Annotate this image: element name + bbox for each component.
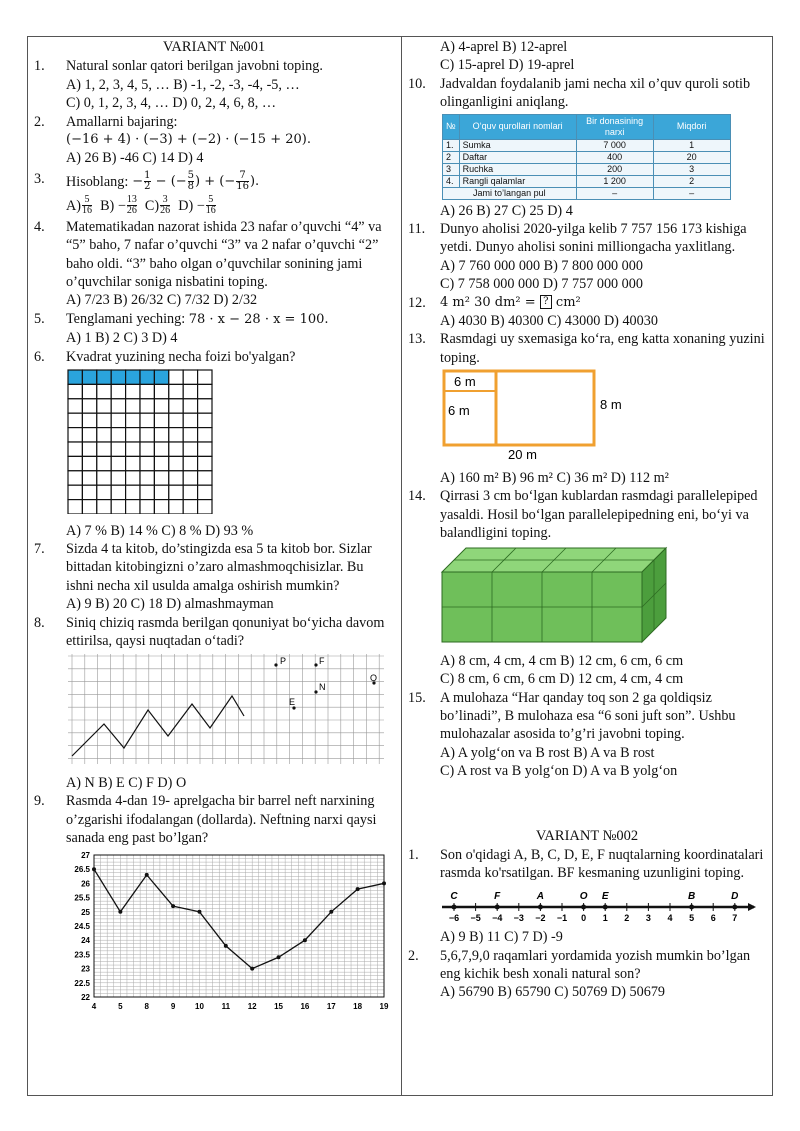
grid-cell: [140, 384, 154, 398]
question-2: 2. Amallarni bajaring: (−16 + 4) · (−3) + (−2) · (−15 + 20). A) 26 B) -46 C) 14 D) 4: [34, 113, 394, 168]
grid-cell: [111, 485, 125, 499]
grid-cell: [154, 500, 168, 514]
question-text: Rasmdagi uy sxemasiga ko‘ra, eng katta xonaning yuzini toping.: [440, 331, 765, 366]
point-p-label: P: [280, 656, 287, 667]
grid-cell: [97, 428, 111, 442]
point-label: D: [731, 890, 739, 902]
grid-cell: [82, 428, 96, 442]
data-point: [224, 944, 228, 948]
grid-cell: [126, 384, 140, 398]
x-tick-label: 5: [118, 1002, 123, 1012]
shaded-cell: [154, 370, 168, 384]
x-tick-label: 8: [144, 1002, 149, 1012]
grid-cell: [68, 384, 82, 398]
y-tick-label: 24: [81, 936, 90, 946]
grid-cell: [140, 456, 154, 470]
grid-cell: [111, 428, 125, 442]
y-tick-label: 25: [81, 908, 90, 918]
x-tick-label: 11: [221, 1002, 231, 1012]
data-point: [118, 910, 122, 914]
number-line-figure: [440, 885, 766, 926]
tick-label: 0: [581, 912, 587, 921]
grid-cell: [82, 384, 96, 398]
grid-cell: [198, 456, 212, 470]
answer-options: A) 4-aprel B) 12-aprel: [440, 39, 568, 55]
house-plan-figure: [440, 369, 766, 466]
data-point: [145, 873, 149, 877]
point-f-label: F: [319, 656, 325, 667]
grid-cell: [169, 485, 183, 499]
shaded-cell: [140, 370, 154, 384]
square-grid-figure: [66, 368, 394, 519]
grid-cell: [183, 485, 197, 499]
question-text: Natural sonlar qatori berilgan javobni toping.: [66, 58, 323, 75]
y-tick-label: 26.5: [74, 865, 90, 875]
tick-label: −2: [535, 912, 546, 921]
v2-question-1: 1. Son o'qidagi A, B, C, D, E, F nuqtalarning koordinatalari rasmda ko'rsatilgan. BF kesmaning uzunligini toping. −6 −5 −4 −3 −2 −1 0 1 2 3 4 5 6 7 C F A O E B D A) 9 B) 11 C) 7 D) -9: [408, 846, 766, 947]
grid-cell: [82, 500, 96, 514]
y-tick-label: 25.5: [74, 893, 90, 903]
grid-cell: [82, 399, 96, 413]
grid-cell: [82, 442, 96, 456]
tick-label: −1: [556, 912, 568, 921]
grid-cell: [126, 471, 140, 485]
grid-cell: [68, 456, 82, 470]
y-tick-label: 22: [81, 993, 90, 1003]
grid-cell: [198, 413, 212, 427]
answer-options: A) N B) E C) F D) O: [66, 774, 187, 791]
left-column: [34, 38, 394, 1023]
x-tick-label: 15: [274, 1002, 283, 1012]
question-text: 5,6,7,9,0 raqamlari yordamida yozish mumkin bo’lgan eng kichik besh xonali natural son?: [440, 947, 751, 982]
answer-options: A) 7/23 B) 26/32 C) 7/32 D) 2/32: [66, 292, 258, 309]
grid-cell: [183, 456, 197, 470]
question-text: Tenglamani yeching:: [66, 310, 186, 327]
question-text: Matematikadan nazorat ishida 23 nafar o’quvchi “4” va “5” baho, 7 nafar o’quvchi “3” va 2 nafar o’quvchi “2” baho oldi. “3” baho olgan o’quvchilar sonining jami o’quvchilar soniga nisbatini toping.: [66, 218, 382, 291]
shaded-cell: [97, 370, 111, 384]
right-column: [408, 38, 766, 1002]
answer-options: C) A rost va B yolg‘on D) A va B yolg‘on: [440, 763, 678, 780]
data-point: [356, 887, 360, 891]
question-text: Hisoblang:: [66, 173, 129, 190]
question-7: 7. Sizda 4 ta kitob, do’stingizda esa 5 ta kitob bor. Sizlar bittadan kitobingizni o’zaro almashmoqchisizlar. Bu ishni necha xil usulda amalga oshirish mumkin? A) 9 B) 20 C) 18 D) almashmayman: [34, 540, 394, 614]
data-point: [92, 868, 96, 872]
question-text: Rasmda 4-dan 19- aprelgacha bir barrel neft narxining o’zgarishi ifodalangan (dollarda). Neftning narxi qaysi sanada eng past bo’lgan?: [66, 793, 377, 846]
x-tick-label: 10: [195, 1002, 204, 1012]
answer-options: C) 15-aprel D) 19-aprel: [440, 57, 575, 74]
column-divider: [401, 36, 402, 1096]
tick-label: 5: [689, 912, 695, 921]
dim-label-6m-left: 6 m: [448, 403, 470, 419]
tick-label: −3: [513, 912, 524, 921]
grid-cell: [126, 413, 140, 427]
answer-options: A) 8 cm, 4 cm, 4 cm B) 12 cm, 6 cm, 6 cm: [440, 652, 684, 669]
question-text: Sizda 4 ta kitob, do’stingizda esa 5 ta kitob bor. Sizlar bittadan kitobingizni o’zaro almashmoqchisizlar. Bu ishni necha xil usulda amalga oshirish mumkin?: [66, 540, 372, 594]
y-tick-label: 22.5: [74, 979, 90, 989]
question-11: 11. Dunyo aholisi 2020-yilga kelib 7 757 156 173 kishiga yetdi. Dunyo aholisi sonini milliongacha yaxlitlang. A) 7 760 000 000 B) 7 800 000 000 C) 7 758 000 000 D) 7 757 000 000: [408, 220, 766, 294]
point-marker: [452, 904, 457, 909]
grid-cell: [198, 428, 212, 442]
question-text: Son o'qidagi A, B, C, D, E, F nuqtalarning koordinatalari rasmda ko'rsatilgan. BF kesmaning uzunligini toping.: [440, 846, 764, 882]
question-3: 3. Hisoblang: − $\frac{1}{2}$ − (− $\frac{5}{8}$ ) + (− $\frac{7}{16}$ ). A) $\frac{5}{16}$ B) − $\frac{13}{26}$ C) $\frac{3}{26}$ D) − $\frac{5}{16}$: [34, 170, 394, 218]
grid-cell: [183, 428, 197, 442]
grid-cell: [68, 428, 82, 442]
grid-cell: [183, 500, 197, 514]
grid-cell: [140, 500, 154, 514]
grid-cell: [111, 384, 125, 398]
point-label: F: [494, 890, 501, 902]
grid-cell: [126, 442, 140, 456]
answer-options: C) 8 cm, 6 cm, 6 cm D) 12 cm, 4 cm, 4 cm: [440, 671, 684, 688]
point-label: B: [687, 890, 696, 902]
point-o-label: O: [370, 673, 378, 684]
point-marker: [538, 904, 543, 909]
point-label: O: [579, 890, 588, 902]
grid-cell: [68, 442, 82, 456]
tick-label: 4: [667, 912, 673, 921]
grid-cell: [169, 471, 183, 485]
grid-cell: [169, 442, 183, 456]
point-e-label: E: [289, 697, 296, 708]
data-point: [329, 910, 333, 914]
grid-cell: [68, 413, 82, 427]
y-tick-label: 26: [81, 879, 90, 889]
answer-options: A) 26 B) -46 C) 14 D) 4: [66, 150, 204, 167]
question-8: 8. Siniq chiziq rasmda berilgan qonuniyat bo‘yicha davom ettirilsa, qaysi nuqtadan o‘tadi? P F N O E A) N B) E C) F D) O: [34, 614, 394, 793]
answer-options: A) 56790 B) 65790 C) 50769 D) 50679: [440, 984, 666, 1001]
grid-cell: [183, 370, 197, 384]
tick-label: 3: [645, 912, 651, 921]
question-text: Jadvaldan foydalanib jami necha xil o’quv quroli sotib olinganligini aniqlang.: [440, 75, 751, 111]
answer-options: A) 1 B) 2 C) 3 D) 4: [66, 330, 178, 347]
point-marker: [495, 904, 500, 909]
question-text: Dunyo aholisi 2020-yilga kelib 7 757 156 173 kishiga yetdi. Dunyo aholisi sonini milliongacha yaxlitlang.: [440, 221, 747, 256]
axis-arrow: [748, 903, 756, 911]
grid-cell: [111, 442, 125, 456]
table-header: Bir donasining narxi: [576, 114, 653, 139]
math-expression: 4 m² 30 dm² =: [440, 294, 536, 310]
tick-label: −5: [470, 912, 481, 921]
data-point: [197, 910, 201, 914]
grid-cell: [97, 442, 111, 456]
math-expression: (−16 + 4) · (−3) + (−2) · (−15 + 20).: [66, 132, 311, 148]
y-tick-label: 23: [81, 964, 90, 974]
grid-cell: [68, 500, 82, 514]
grid-cell: [111, 456, 125, 470]
answer-box: ?: [540, 295, 552, 309]
grid-cell: [154, 384, 168, 398]
grid-cell: [183, 399, 197, 413]
v2-question-2: 2. 5,6,7,9,0 raqamlari yordamida yozish mumkin bo’lgan eng kichik besh xonali natural son? A) 56790 B) 65790 C) 50769 D) 50679: [408, 947, 766, 1002]
grid-cell: [169, 413, 183, 427]
grid-cell: [111, 500, 125, 514]
variant-title: VARIANT №001: [162, 39, 266, 55]
point-label: E: [601, 890, 609, 902]
answer-options: A) A yolg‘on va B rost B) A va B rost: [440, 744, 655, 761]
grid-cell: [97, 384, 111, 398]
tick-label: −6: [448, 912, 460, 921]
grid-cell: [126, 500, 140, 514]
grid-cell: [140, 399, 154, 413]
grid-cell: [111, 471, 125, 485]
grid-cell: [198, 442, 212, 456]
answer-options: A) 26 B) 27 C) 25 D) 4: [440, 202, 573, 219]
oil-price-chart: [56, 849, 394, 1020]
grid-cell: [97, 456, 111, 470]
grid-cell: [82, 485, 96, 499]
grid-cell: [140, 413, 154, 427]
shaded-cell: [126, 370, 140, 384]
question-text: Kvadrat yuzining necha foizi bo'yalgan?: [66, 348, 296, 365]
y-tick-label: 24.5: [74, 922, 90, 932]
question-text: A mulohaza “Har qanday toq son 2 ga qoldiqsiz bo’linadi”, B mulohaza esa “6 soni juft son”. Ushbu mulohazalar asosida to’g’ri javobni toping.: [440, 689, 736, 743]
y-tick-label: 23.5: [74, 950, 90, 960]
grid-cell: [126, 399, 140, 413]
answer-options: A) $\frac{5}{16}$ B) − $\frac{13}{26}$ C) $\frac{3}{26}$ D) − $\frac{5}{16}$: [66, 194, 216, 217]
point-label: A: [536, 890, 545, 902]
tick-label: 7: [732, 912, 738, 921]
dim-label-8m: 8 m: [600, 397, 622, 413]
answer-options: A) 160 m² B) 96 m² C) 36 m² D) 112 m²: [440, 469, 669, 486]
data-point: [382, 882, 386, 886]
grid-cell: [198, 399, 212, 413]
answer-options: A) 4030 B) 40300 C) 43000 D) 40030: [440, 313, 658, 330]
table-header: O‘quv qurollari nomlari: [459, 114, 576, 139]
grid-cell: [97, 500, 111, 514]
point-n-label: N: [319, 682, 326, 693]
grid-cell: [183, 442, 197, 456]
point-marker: [732, 904, 737, 909]
math-expression: − $\frac{1}{2}$ − (− $\frac{5}{8}$ ) + (− $\frac{7}{16}$ ).: [132, 170, 260, 193]
x-tick-label: 9: [170, 1002, 176, 1012]
grid-cell: [154, 442, 168, 456]
x-tick-label: 18: [353, 1002, 363, 1012]
parallelepiped-figure: [440, 544, 766, 649]
question-9: 9. Rasmda 4-dan 19- aprelgacha bir barrel neft narxining o’zgarishi ifodalangan (dollarda). Neftning narxi qaysi sanada eng past bo’lgan?: [34, 792, 394, 847]
grid-cell: [183, 413, 197, 427]
answer-options: C) 7 758 000 000 D) 7 757 000 000: [440, 276, 643, 293]
table-row: 2 Daftar 400 20: [443, 151, 731, 163]
question-9-options: [408, 38, 766, 75]
question-6: 6. Kvadrat yuzining necha foizi bo'yalgan? A) 7 % B) 14 % C) 8 % D) 93 %: [34, 348, 394, 540]
answer-options: A) 7 760 000 000 B) 7 800 000 000: [440, 257, 643, 274]
table-row: 3 Ruchka 200 3: [443, 163, 731, 175]
grid-cell: [82, 456, 96, 470]
grid-cell: [97, 399, 111, 413]
grid-cell: [140, 428, 154, 442]
y-tick-label: 27: [81, 851, 90, 861]
grid-cell: [97, 485, 111, 499]
table-row: 1. Sumka 7 000 1: [443, 139, 731, 151]
point-marker: [581, 904, 586, 909]
shaded-cell: [82, 370, 96, 384]
grid-cell: [126, 485, 140, 499]
grid-cell: [111, 413, 125, 427]
grid-cell: [198, 370, 212, 384]
grid-cell: [68, 399, 82, 413]
grid-cell: [154, 428, 168, 442]
shaded-cell: [68, 370, 82, 384]
math-expression: 78 · x − 28 · x = 100.: [188, 311, 329, 327]
grid-cell: [169, 456, 183, 470]
grid-cell: [198, 471, 212, 485]
answer-options: A) 1, 2, 3, 4, 5, … B) -1, -2, -3, -4, -5, …: [66, 76, 300, 93]
question-5: 5. Tenglamani yeching: 78 · x − 28 · x = 100. A) 1 B) 2 C) 3 D) 4: [34, 310, 394, 348]
point-label: C: [450, 890, 458, 902]
x-tick-label: 4: [91, 1002, 97, 1012]
grid-cell: [140, 471, 154, 485]
x-tick-label: 16: [300, 1002, 310, 1012]
grid-cell: [169, 428, 183, 442]
tick-label: 2: [624, 912, 630, 921]
polyline-grid-figure: [66, 652, 394, 771]
table-header: Miqdori: [653, 114, 730, 139]
grid-cell: [183, 384, 197, 398]
question-13: 13. Rasmdagi uy sxemasiga ko‘ra, eng katta xonaning yuzini toping. 6 m 6 m 8 m 20 m A) 160 m² B) 96 m² C) 36 m² D) 112 m²: [408, 331, 765, 486]
data-point: [250, 967, 254, 971]
grid-cell: [169, 370, 183, 384]
question-text: Qirrasi 3 cm bo‘lgan kublardan rasmdagi parallelepiped yasaldi. Hosil bo‘lgan parallelepipedning eni, bo‘yi va balandligini toping.: [440, 488, 758, 541]
grid-cell: [198, 384, 212, 398]
question-12: 12. 4 m² 30 dm² = ? cm² A) 4030 B) 40300 C) 43000 D) 40030: [408, 294, 766, 331]
grid-cell: [68, 471, 82, 485]
grid-cell: [198, 485, 212, 499]
grid-cell: [82, 471, 96, 485]
variant-title: VARIANT №002: [535, 827, 639, 844]
x-tick-label: 17: [326, 1002, 336, 1012]
grid-cell: [97, 471, 111, 485]
grid-cell: [169, 500, 183, 514]
dim-label-6m-top: 6 m: [454, 374, 476, 390]
question-4: 4. Matematikadan nazorat ishida 23 nafar o’quvchi “4” va “5” baho, 7 nafar o’quvchi “3” va 2 nafar o’quvchi “2” baho oldi. “3” baho olgan o’quvchilar sonining jami o’quvchilar soniga nisbatini toping. A) 7/23 B) 26/32 C) 7/32 D) 2/32: [34, 218, 394, 310]
question-text: Siniq chiziq rasmda berilgan qonuniyat bo‘yicha davom ettirilsa, qaysi nuqtadan o‘tadi?: [66, 614, 385, 649]
x-tick-label: 19: [379, 1002, 389, 1012]
answer-options: A) 9 B) 11 C) 7 D) -9: [440, 929, 563, 946]
data-point: [303, 939, 307, 943]
table-row: Jami to’langan pul – –: [443, 187, 731, 199]
question-1: 1. Natural sonlar qatori berilgan javobni toping. A) 1, 2, 3, 4, 5, … B) -1, -2, -3, -4, -5, … C) 0, 1, 2, 3, 4, … D) 0, 2, 4, 6, 8, …: [34, 57, 394, 112]
grid-cell: [111, 399, 125, 413]
tick-label: 1: [602, 912, 608, 921]
tick-label: −4: [492, 912, 503, 921]
grid-cell: [169, 399, 183, 413]
table-header: №: [443, 114, 460, 139]
grid-cell: [140, 442, 154, 456]
question-14: 14. Qirrasi 3 cm bo‘lgan kublardan rasmdagi parallelepiped yasaldi. Hosil bo‘lgan parallelepipedning eni, bo‘yi va balandligini toping. A) 8 cm, 4 cm, 4 cm B) 12 cm, 6 cm, 6 cm C) 8 cm, 6 cm, 6 cm D) 12 cm, 4 cm, 4 cm: [408, 487, 766, 688]
tick-label: 6: [710, 912, 716, 921]
answer-options: A) 9 B) 20 C) 18 D) almashmayman: [66, 596, 274, 613]
table-row: 4. Rangli qalamlar 1 200 2: [443, 175, 731, 187]
answer-options: C) 0, 1, 2, 3, 4, … D) 0, 2, 4, 6, 8, …: [66, 95, 277, 112]
grid-cell: [169, 384, 183, 398]
question-text: Amallarni bajaring:: [66, 113, 178, 130]
grid-cell: [154, 413, 168, 427]
grid-cell: [154, 399, 168, 413]
grid-cell: [126, 456, 140, 470]
x-tick-label: 12: [247, 1002, 257, 1012]
data-point: [171, 904, 175, 908]
data-point: [277, 956, 281, 960]
answer-options: A) 7 % B) 14 % C) 8 % D) 93 %: [66, 522, 254, 539]
grid-cell: [154, 456, 168, 470]
grid-cell: [97, 413, 111, 427]
grid-cell: [183, 471, 197, 485]
point-marker: [603, 904, 608, 909]
point-marker: [689, 904, 694, 909]
grid-cell: [82, 413, 96, 427]
supplies-table: [442, 114, 731, 200]
grid-cell: [198, 500, 212, 514]
grid-cell: [140, 485, 154, 499]
question-10: 10. Jadvaldan foydalanib jami necha xil o’quv quroli sotib olinganligini aniqlang. № O‘quv qurollari nomlari Bir donasining narxi Miqdori 1. Sumka 7 000 1 2 Daftar 400 20 3 Ruchka 200 3 4. Rangli qalamlar 1 200 2 Jami to’langan pul – – A) 26 B) 27 C) 25 D) 4: [408, 75, 766, 220]
dim-label-20m: 20 m: [508, 447, 537, 462]
grid-cell: [126, 428, 140, 442]
grid-cell: [68, 485, 82, 499]
question-15: 15. A mulohaza “Har qanday toq son 2 ga qoldiqsiz bo’linadi”, B mulohaza esa “6 soni juft son”. Ushbu mulohazalar asosida to’g’ri javobni toping. A) A yolg‘on va B rost B) A va B rost C) A rost va B yolg‘on D) A va B yolg‘on: [408, 689, 766, 781]
shaded-cell: [111, 370, 125, 384]
grid-cell: [154, 485, 168, 499]
grid-cell: [154, 471, 168, 485]
